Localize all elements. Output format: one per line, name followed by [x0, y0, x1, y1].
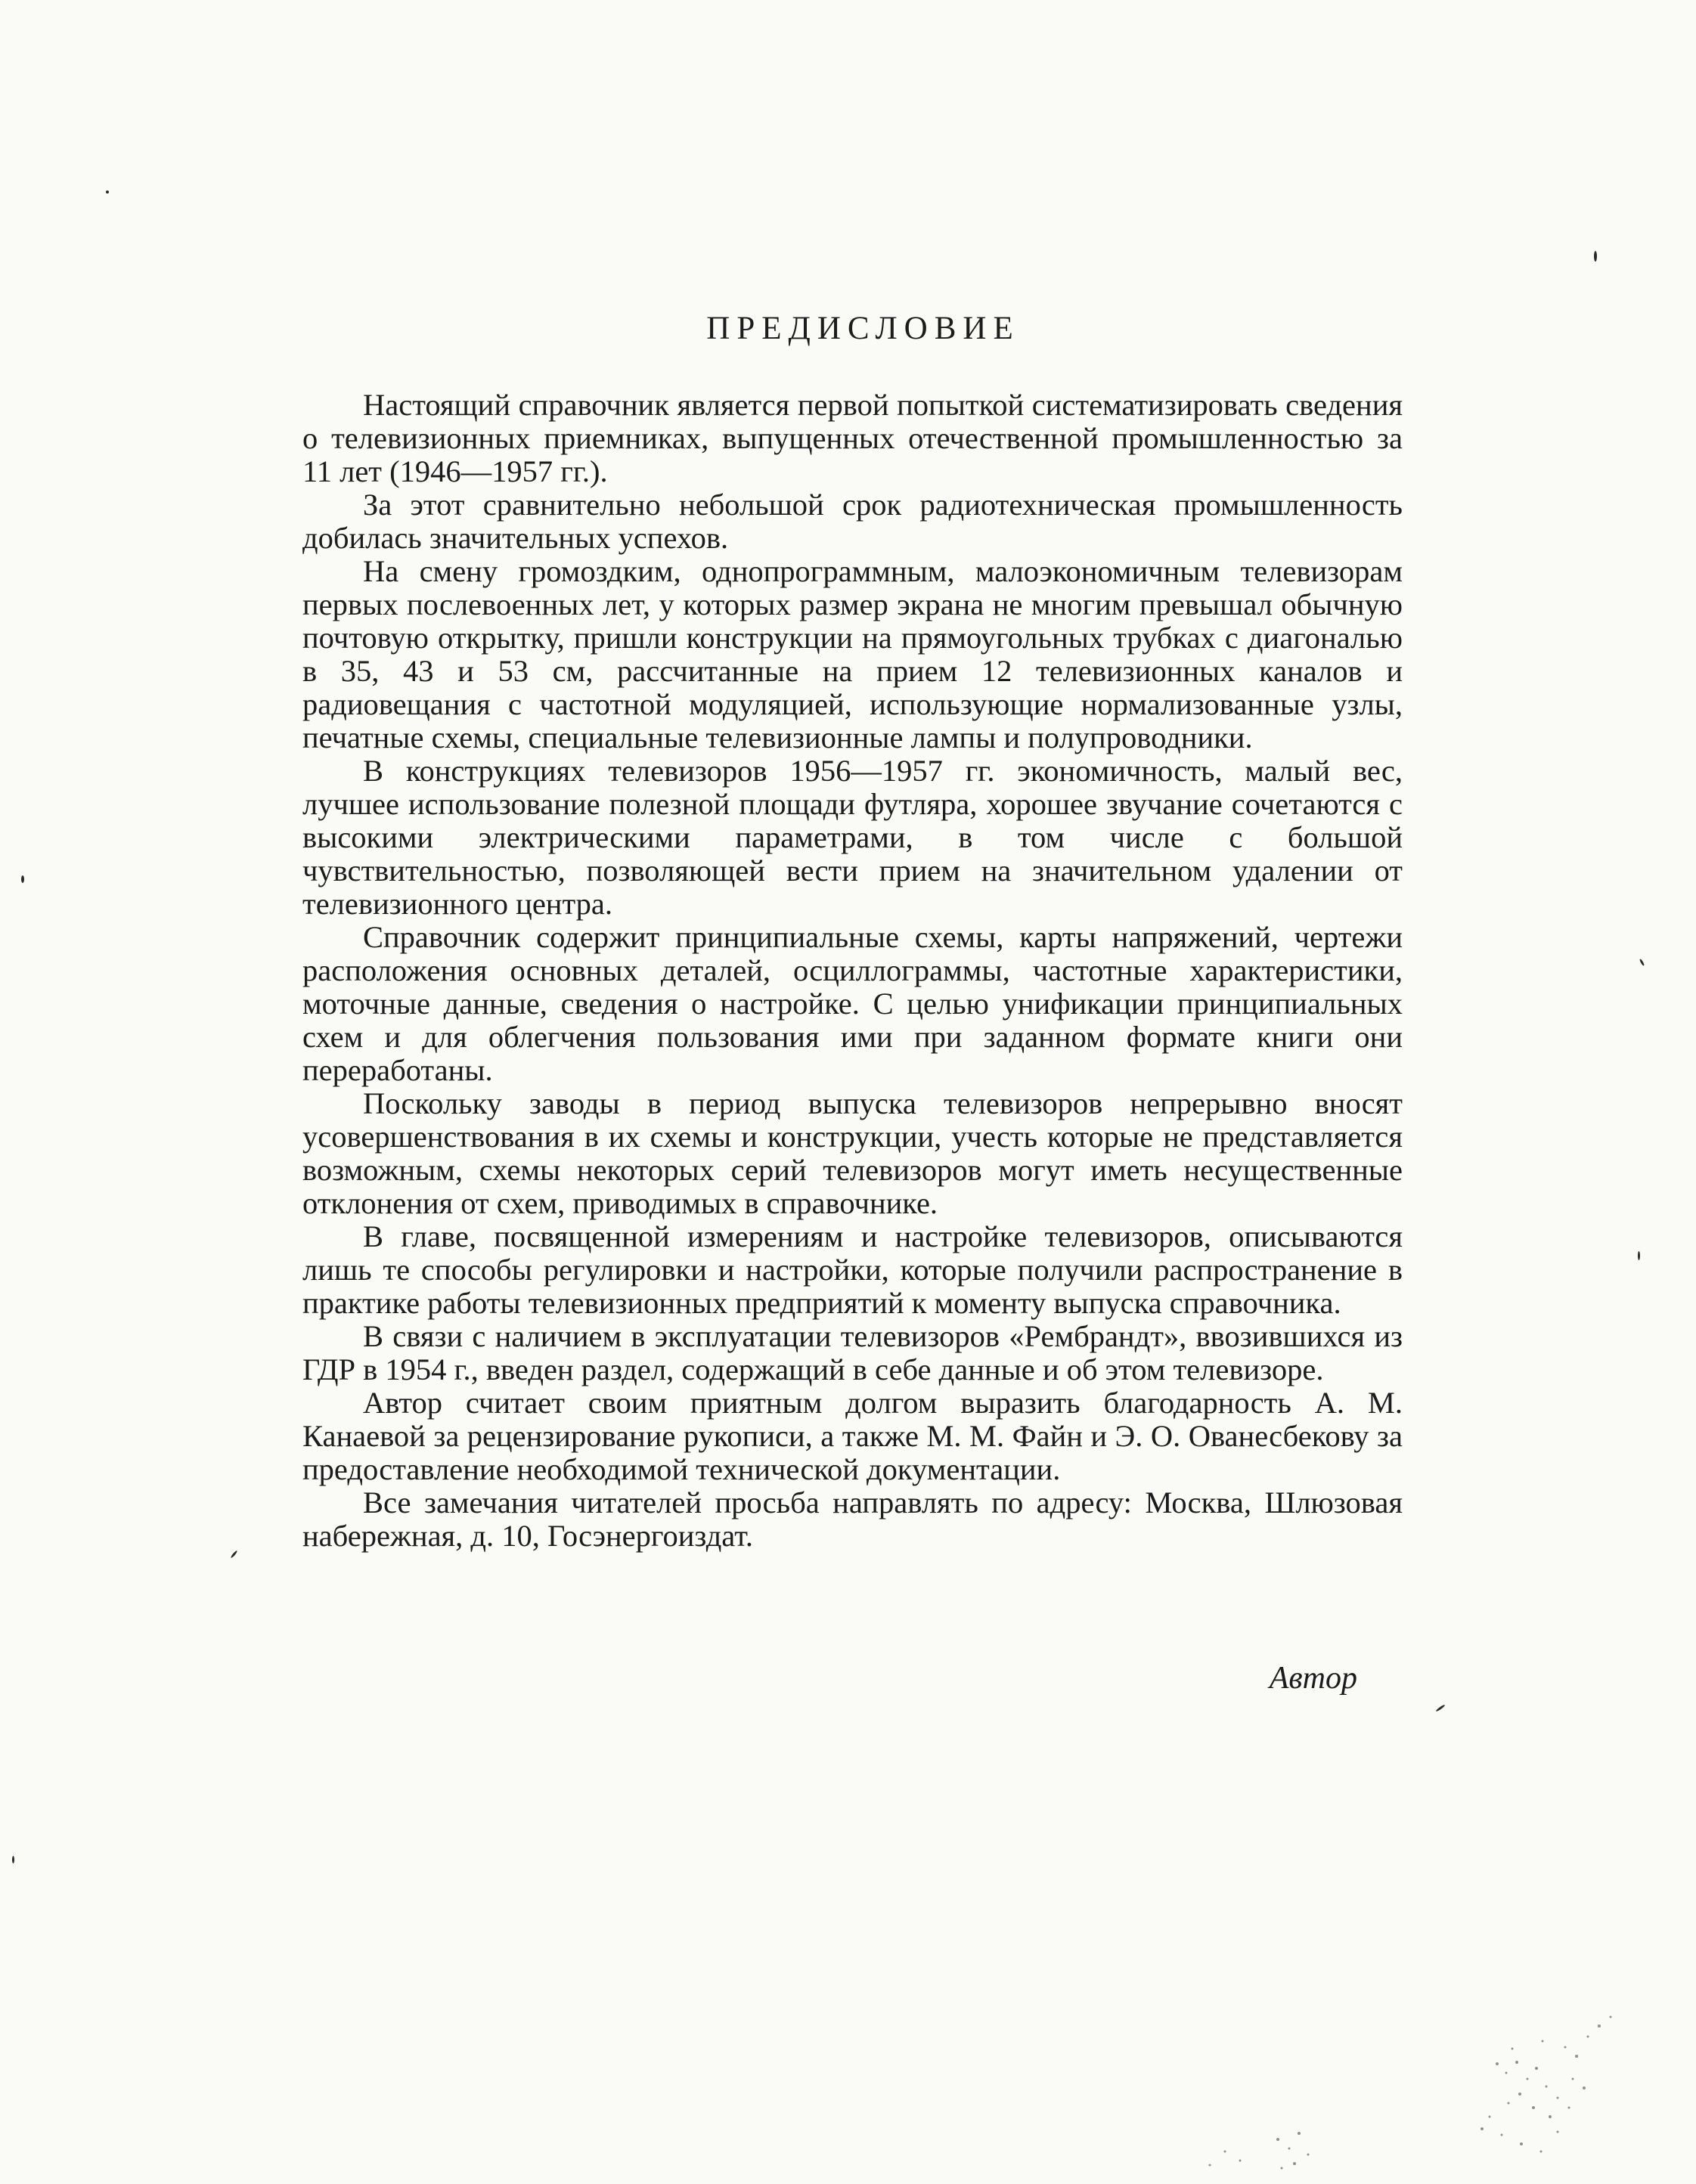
paragraph-4: В конструкциях телевизоров 1956—1957 гг. экономичность, малый вес, лучшее использование полезной площади футляра, хорошее звучание сочетаются с высокими электрическими параметрами, в том числе с большой чувствительностью, позволяющей вести прием на значительном удалении от телевизионного центра. — [302, 754, 1403, 921]
scan-speck — [1638, 1251, 1640, 1260]
paragraph-9: Автор считает своим приятным долгом выразить благодарность А. М. Канаевой за рецензирование рукописи, а также М. М. Файн и Э. О. Ованесбекову за предоставление необходимой технической документации. — [302, 1386, 1403, 1486]
paragraph-1: Настоящий справочник является первой попыткой систематизировать сведения о телевизионных приемниках, выпущенных отечественной промышленностью за 11 лет (1946—1957 гг.). — [302, 388, 1403, 488]
scan-speck — [21, 875, 24, 883]
paragraph-10: Все замечания читателей просьба направлять по адресу: Москва, Шлюзовая набережная, д. 10, Госэнергоиздат. — [302, 1485, 1403, 1553]
paragraph-8: В связи с наличием в эксплуатации телевизоров «Рембрандт», ввозившихся из ГДР в 1954 г., введен раздел, содержащий в себе данные и об этом телевизоре. — [302, 1319, 1403, 1386]
scan-speck — [1594, 251, 1597, 262]
paragraph-2: За этот сравнительно небольшой срок радиотехническая промышленность добилась значительных успехов. — [302, 488, 1403, 555]
scan-speck — [230, 1550, 237, 1558]
scan-noise — [1164, 1973, 1633, 2177]
scan-speck — [1639, 959, 1645, 966]
paragraph-7: В главе, посвященной измерениям и настройке телевизоров, описываются лишь те способы регулировки и настройки, которые получили распространение в практике работы телевизионных предприятий к моменту выпуска справочника. — [302, 1219, 1403, 1320]
scan-speck — [106, 191, 109, 194]
paragraph-6: Поскольку заводы в период выпуска телевизоров непрерывно вносят усовершенствования в их схемы и конструкции, учесть которые не представляется возможным, схемы некоторых серий телевизоров могут иметь несущественные отклонения от схем, приводимых в справочнике. — [302, 1086, 1403, 1220]
page-title: ПРЕДИСЛОВИЕ — [706, 311, 1020, 346]
preface-body — [302, 389, 1403, 1553]
scan-speck — [1435, 1704, 1445, 1712]
paragraph-3: На смену громоздким, однопрограммным, малоэкономичным телевизорам первых послевоенных лет, у которых размер экрана не многим превышал обычную почтовую открытку, пришли конструкции на прямоугольных трубках с диагональю в 35, 43 и 53 см, рассчитанные на прием 12 телевизионных каналов и радиовещания с частотной модуляцией, использующие нормализованные узлы, печатные схемы, специальные телевизионные лампы и полупроводники. — [302, 554, 1403, 754]
paragraph-5: Справочник содержит принципиальные схемы, карты напряжений, чертежи расположения основных деталей, осциллограммы, частотные характеристики, моточные данные, сведения о настройке. С целью унификации принципиальных схем и для облегчения пользования ими при заданном формате книги они переработаны. — [302, 920, 1403, 1087]
author-signature: Автор — [1269, 1661, 1357, 1696]
scan-speck — [12, 1856, 14, 1863]
